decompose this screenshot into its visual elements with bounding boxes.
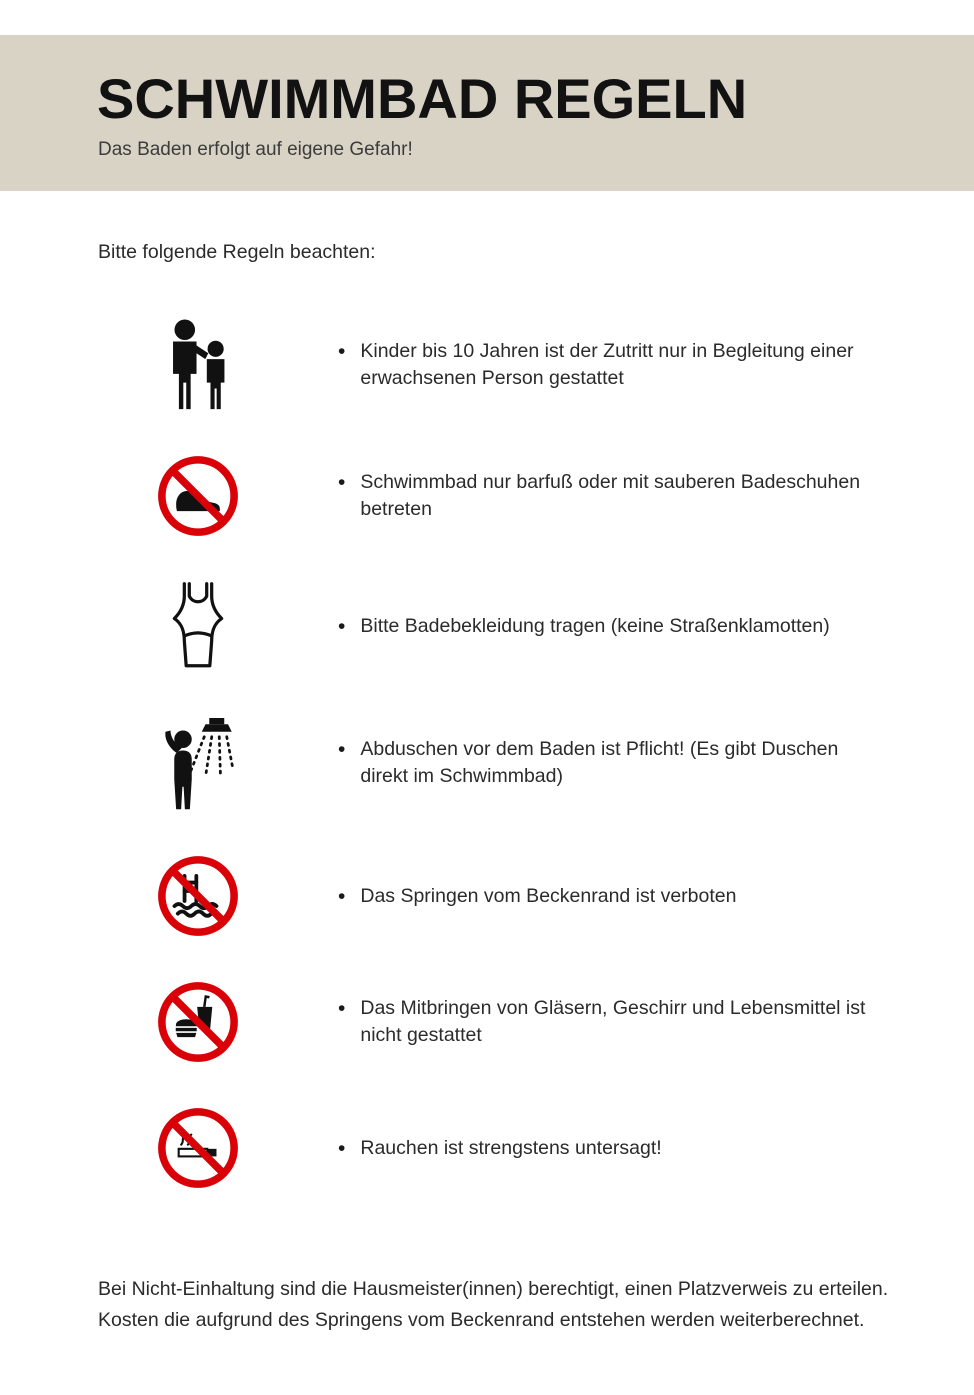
rules-list bbox=[0, 318, 974, 1190]
no-smoking-icon bbox=[98, 1106, 298, 1190]
bullet-marker bbox=[338, 1135, 360, 1162]
header-band bbox=[0, 35, 974, 191]
rule-text: Bitte Badebekleidung tragen (keine Straßenklamotten) bbox=[360, 614, 830, 637]
adult-child-icon bbox=[98, 318, 298, 412]
rule-text: Das Springen vom Beckenrand ist verboten bbox=[360, 884, 737, 907]
rule-item bbox=[0, 580, 974, 672]
rule-item bbox=[0, 454, 974, 538]
rule-text: Schwimmbad nur barfuß oder mit sauberen Badeschuhen betreten bbox=[360, 470, 861, 521]
page-title: SCHWIMMBAD REGELN bbox=[97, 67, 748, 130]
no-food-drink-icon bbox=[98, 980, 298, 1064]
bullet-marker bbox=[338, 883, 360, 910]
bullet-marker bbox=[338, 613, 360, 640]
rule-item bbox=[0, 980, 974, 1064]
rule-item bbox=[0, 854, 974, 938]
rule-text-wrap bbox=[338, 736, 886, 791]
bullet-marker bbox=[338, 995, 360, 1022]
rule-item bbox=[0, 318, 974, 412]
intro-text: Bitte folgende Regeln beachten: bbox=[98, 241, 376, 264]
bullet-marker bbox=[338, 469, 360, 496]
rule-text-wrap bbox=[338, 338, 886, 393]
bullet-marker bbox=[338, 736, 360, 763]
no-shoes-icon bbox=[98, 454, 298, 538]
rule-text-wrap bbox=[338, 613, 830, 641]
shower-icon bbox=[98, 714, 298, 812]
bullet-marker bbox=[338, 338, 360, 365]
rule-text-wrap bbox=[338, 883, 736, 911]
page-subtitle: Das Baden erfolgt auf eigene Gefahr! bbox=[98, 139, 413, 161]
rule-text: Abduschen vor dem Baden ist Pflicht! (Es gibt Duschen direkt im Schwimmbad) bbox=[360, 737, 839, 788]
rule-text: Rauchen ist strengstens untersagt! bbox=[360, 1136, 662, 1159]
rule-text: Kinder bis 10 Jahren ist der Zutritt nur in Begleitung einer erwachsenen Person gestattet bbox=[360, 339, 854, 390]
no-jumping-icon bbox=[98, 854, 298, 938]
rule-text-wrap bbox=[338, 469, 886, 524]
rule-item bbox=[0, 1106, 974, 1190]
rule-item bbox=[0, 714, 974, 812]
rule-text-wrap bbox=[338, 1135, 662, 1163]
swimsuit-icon bbox=[98, 580, 298, 672]
rule-text: Das Mitbringen von Gläsern, Geschirr und Lebensmittel ist nicht gestattet bbox=[360, 996, 866, 1047]
rule-text-wrap bbox=[338, 995, 886, 1050]
footer-notice: Bei Nicht-Einhaltung sind die Hausmeister(innen) berechtigt, einen Platzverweis zu erteilen. Kosten die aufgrund des Springens vom Beckenrand entstehen werden weiterberechnet. bbox=[98, 1278, 889, 1331]
